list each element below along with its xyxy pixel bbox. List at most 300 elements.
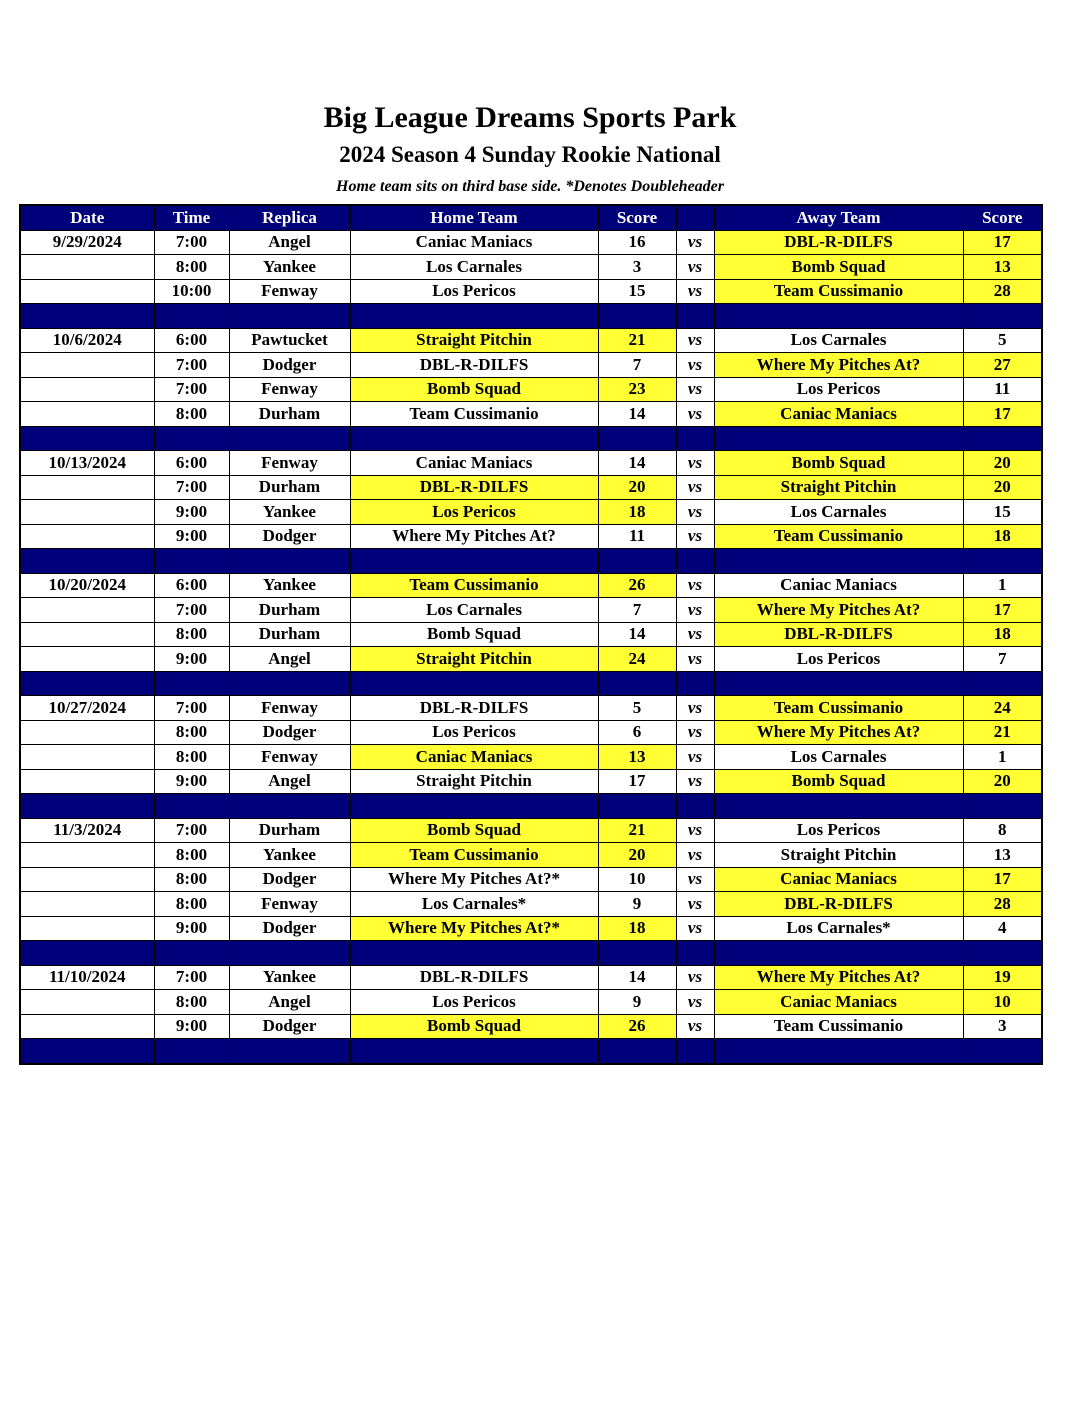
date-cell: 9/29/2024: [20, 230, 154, 255]
table-row: [20, 1014, 1042, 1039]
home-score-cell: 26: [598, 573, 676, 598]
away-score-cell: 17: [963, 402, 1042, 427]
home-score-cell: 21: [598, 818, 676, 843]
away-score-cell: 8: [963, 818, 1042, 843]
separator-cell: [598, 426, 676, 451]
replica-cell: Angel: [229, 230, 350, 255]
date-cell: [20, 377, 154, 402]
table-row: [20, 622, 1042, 647]
vs-cell: vs: [676, 279, 714, 304]
time-cell: 9:00: [154, 916, 229, 941]
date-cell: [20, 843, 154, 868]
home-team-cell: Los Pericos: [350, 990, 598, 1015]
date-cell: 10/20/2024: [20, 573, 154, 598]
schedule-table: [19, 204, 1043, 1065]
header-row: [20, 205, 1042, 230]
away-team-cell: DBL-R-DILFS: [714, 622, 963, 647]
away-team-cell: Team Cussimanio: [714, 279, 963, 304]
home-score-cell: 16: [598, 230, 676, 255]
replica-cell: Durham: [229, 402, 350, 427]
replica-cell: Durham: [229, 818, 350, 843]
home-score-cell: 11: [598, 524, 676, 549]
separator-cell: [598, 671, 676, 696]
table-row: [20, 377, 1042, 402]
table-row: [20, 696, 1042, 721]
home-score-cell: 20: [598, 475, 676, 500]
separator-cell: [598, 941, 676, 966]
separator-cell: [676, 549, 714, 574]
away-score-cell: 15: [963, 500, 1042, 525]
week-separator-row: [20, 304, 1042, 329]
vs-cell: vs: [676, 745, 714, 770]
replica-cell: Yankee: [229, 843, 350, 868]
home-score-cell: 23: [598, 377, 676, 402]
table-row: [20, 598, 1042, 623]
replica-cell: Yankee: [229, 255, 350, 280]
away-team-cell: Los Pericos: [714, 818, 963, 843]
away-score-cell: 18: [963, 524, 1042, 549]
col-header-vs: [676, 205, 714, 230]
home-team-cell: Los Pericos: [350, 500, 598, 525]
replica-cell: Yankee: [229, 965, 350, 990]
home-team-cell: Los Pericos: [350, 279, 598, 304]
col-header-date: Date: [20, 205, 154, 230]
away-team-cell: Where My Pitches At?: [714, 965, 963, 990]
replica-cell: Dodger: [229, 524, 350, 549]
home-score-cell: 7: [598, 598, 676, 623]
away-score-cell: 19: [963, 965, 1042, 990]
date-cell: [20, 1014, 154, 1039]
vs-cell: vs: [676, 255, 714, 280]
time-cell: 8:00: [154, 622, 229, 647]
home-team-cell: Straight Pitchin: [350, 647, 598, 672]
separator-cell: [676, 1039, 714, 1064]
vs-cell: vs: [676, 818, 714, 843]
date-cell: 10/13/2024: [20, 451, 154, 476]
time-cell: 7:00: [154, 377, 229, 402]
away-team-cell: Caniac Maniacs: [714, 867, 963, 892]
table-row: [20, 230, 1042, 255]
replica-cell: Angel: [229, 647, 350, 672]
time-cell: 8:00: [154, 990, 229, 1015]
vs-cell: vs: [676, 990, 714, 1015]
week-separator-row: [20, 794, 1042, 819]
separator-cell: [350, 1039, 598, 1064]
separator-cell: [229, 941, 350, 966]
separator-cell: [714, 304, 963, 329]
replica-cell: Yankee: [229, 500, 350, 525]
table-row: [20, 867, 1042, 892]
away-team-cell: Team Cussimanio: [714, 1014, 963, 1039]
vs-cell: vs: [676, 328, 714, 353]
replica-cell: Fenway: [229, 696, 350, 721]
date-cell: [20, 622, 154, 647]
time-cell: 10:00: [154, 279, 229, 304]
replica-cell: Pawtucket: [229, 328, 350, 353]
away-score-cell: 4: [963, 916, 1042, 941]
separator-cell: [963, 1039, 1042, 1064]
time-cell: 7:00: [154, 965, 229, 990]
separator-cell: [676, 671, 714, 696]
time-cell: 9:00: [154, 524, 229, 549]
date-cell: [20, 598, 154, 623]
time-cell: 7:00: [154, 353, 229, 378]
table-row: [20, 892, 1042, 917]
separator-cell: [229, 794, 350, 819]
table-row: [20, 818, 1042, 843]
separator-cell: [714, 941, 963, 966]
table-row: [20, 475, 1042, 500]
home-team-cell: Caniac Maniacs: [350, 745, 598, 770]
home-score-cell: 15: [598, 279, 676, 304]
separator-cell: [154, 1039, 229, 1064]
away-score-cell: 28: [963, 279, 1042, 304]
table-row: [20, 500, 1042, 525]
vs-cell: vs: [676, 647, 714, 672]
separator-cell: [229, 304, 350, 329]
vs-cell: vs: [676, 1014, 714, 1039]
away-score-cell: 11: [963, 377, 1042, 402]
home-score-cell: 26: [598, 1014, 676, 1039]
replica-cell: Fenway: [229, 892, 350, 917]
away-team-cell: Straight Pitchin: [714, 475, 963, 500]
date-cell: 10/6/2024: [20, 328, 154, 353]
separator-cell: [229, 426, 350, 451]
home-team-cell: Bomb Squad: [350, 622, 598, 647]
home-team-cell: Where My Pitches At?*: [350, 867, 598, 892]
away-team-cell: Caniac Maniacs: [714, 402, 963, 427]
separator-cell: [714, 794, 963, 819]
away-team-cell: Bomb Squad: [714, 769, 963, 794]
away-score-cell: 3: [963, 1014, 1042, 1039]
separator-cell: [229, 1039, 350, 1064]
away-team-cell: Los Carnales*: [714, 916, 963, 941]
home-team-cell: DBL-R-DILFS: [350, 965, 598, 990]
page-title: Big League Dreams Sports Park: [323, 101, 737, 134]
away-score-cell: 17: [963, 230, 1042, 255]
away-score-cell: 28: [963, 892, 1042, 917]
away-score-cell: 27: [963, 353, 1042, 378]
vs-cell: vs: [676, 377, 714, 402]
away-score-cell: 1: [963, 745, 1042, 770]
home-score-cell: 10: [598, 867, 676, 892]
away-score-cell: 24: [963, 696, 1042, 721]
table-row: [20, 990, 1042, 1015]
home-team-cell: Bomb Squad: [350, 818, 598, 843]
replica-cell: Dodger: [229, 867, 350, 892]
table-row: [20, 769, 1042, 794]
home-team-cell: Los Carnales: [350, 598, 598, 623]
replica-cell: Yankee: [229, 573, 350, 598]
vs-cell: vs: [676, 892, 714, 917]
separator-cell: [154, 794, 229, 819]
time-cell: 8:00: [154, 720, 229, 745]
separator-cell: [20, 671, 154, 696]
home-score-cell: 18: [598, 500, 676, 525]
separator-cell: [20, 549, 154, 574]
separator-cell: [714, 426, 963, 451]
separator-cell: [154, 426, 229, 451]
away-score-cell: 20: [963, 451, 1042, 476]
vs-cell: vs: [676, 402, 714, 427]
replica-cell: Dodger: [229, 353, 350, 378]
time-cell: 7:00: [154, 818, 229, 843]
time-cell: 9:00: [154, 500, 229, 525]
home-score-cell: 14: [598, 965, 676, 990]
separator-cell: [350, 549, 598, 574]
separator-cell: [714, 1039, 963, 1064]
separator-cell: [154, 671, 229, 696]
home-team-cell: Caniac Maniacs: [350, 451, 598, 476]
table-row: [20, 647, 1042, 672]
away-team-cell: Bomb Squad: [714, 255, 963, 280]
separator-cell: [20, 1039, 154, 1064]
separator-cell: [229, 671, 350, 696]
table-row: [20, 843, 1042, 868]
separator-cell: [598, 304, 676, 329]
date-cell: [20, 745, 154, 770]
table-row: [20, 279, 1042, 304]
home-score-cell: 5: [598, 696, 676, 721]
home-score-cell: 20: [598, 843, 676, 868]
separator-cell: [20, 794, 154, 819]
date-cell: [20, 892, 154, 917]
schedule-body: [20, 230, 1042, 1064]
separator-cell: [350, 304, 598, 329]
away-score-cell: 18: [963, 622, 1042, 647]
away-team-cell: DBL-R-DILFS: [714, 230, 963, 255]
separator-cell: [154, 549, 229, 574]
home-team-cell: Straight Pitchin: [350, 328, 598, 353]
home-score-cell: 9: [598, 990, 676, 1015]
replica-cell: Angel: [229, 990, 350, 1015]
home-score-cell: 17: [598, 769, 676, 794]
table-row: [20, 451, 1042, 476]
home-score-cell: 7: [598, 353, 676, 378]
time-cell: 8:00: [154, 402, 229, 427]
date-cell: [20, 769, 154, 794]
table-row: [20, 402, 1042, 427]
home-team-cell: DBL-R-DILFS: [350, 696, 598, 721]
away-team-cell: Where My Pitches At?: [714, 353, 963, 378]
away-score-cell: 17: [963, 867, 1042, 892]
separator-cell: [154, 941, 229, 966]
away-team-cell: Straight Pitchin: [714, 843, 963, 868]
away-score-cell: 7: [963, 647, 1042, 672]
home-score-cell: 9: [598, 892, 676, 917]
time-cell: 6:00: [154, 573, 229, 598]
vs-cell: vs: [676, 230, 714, 255]
away-team-cell: Where My Pitches At?: [714, 598, 963, 623]
col-header-away-score: Score: [963, 205, 1042, 230]
date-cell: [20, 990, 154, 1015]
separator-cell: [963, 794, 1042, 819]
separator-cell: [154, 304, 229, 329]
home-score-cell: 14: [598, 451, 676, 476]
table-row: [20, 353, 1042, 378]
time-cell: 8:00: [154, 255, 229, 280]
vs-cell: vs: [676, 622, 714, 647]
away-team-cell: Los Pericos: [714, 647, 963, 672]
separator-cell: [963, 549, 1042, 574]
separator-cell: [963, 304, 1042, 329]
vs-cell: vs: [676, 769, 714, 794]
away-team-cell: Los Carnales: [714, 745, 963, 770]
vs-cell: vs: [676, 916, 714, 941]
away-team-cell: Where My Pitches At?: [714, 720, 963, 745]
home-team-cell: DBL-R-DILFS: [350, 353, 598, 378]
date-cell: [20, 916, 154, 941]
time-cell: 8:00: [154, 892, 229, 917]
time-cell: 8:00: [154, 843, 229, 868]
home-score-cell: 18: [598, 916, 676, 941]
vs-cell: vs: [676, 500, 714, 525]
col-header-away-team: Away Team: [714, 205, 963, 230]
date-cell: [20, 279, 154, 304]
vs-cell: vs: [676, 573, 714, 598]
replica-cell: Dodger: [229, 916, 350, 941]
away-team-cell: DBL-R-DILFS: [714, 892, 963, 917]
home-score-cell: 14: [598, 402, 676, 427]
replica-cell: Durham: [229, 622, 350, 647]
time-cell: 9:00: [154, 1014, 229, 1039]
separator-cell: [963, 941, 1042, 966]
home-team-cell: DBL-R-DILFS: [350, 475, 598, 500]
separator-cell: [350, 794, 598, 819]
time-cell: 7:00: [154, 230, 229, 255]
table-row: [20, 328, 1042, 353]
replica-cell: Fenway: [229, 451, 350, 476]
separator-cell: [963, 426, 1042, 451]
away-team-cell: Team Cussimanio: [714, 696, 963, 721]
home-score-cell: 3: [598, 255, 676, 280]
home-score-cell: 6: [598, 720, 676, 745]
replica-cell: Fenway: [229, 279, 350, 304]
time-cell: 8:00: [154, 745, 229, 770]
vs-cell: vs: [676, 451, 714, 476]
away-score-cell: 5: [963, 328, 1042, 353]
replica-cell: Dodger: [229, 1014, 350, 1039]
away-score-cell: 20: [963, 769, 1042, 794]
home-score-cell: 14: [598, 622, 676, 647]
date-cell: [20, 647, 154, 672]
date-cell: [20, 255, 154, 280]
table-row: [20, 573, 1042, 598]
separator-cell: [20, 304, 154, 329]
table-row: [20, 720, 1042, 745]
away-score-cell: 1: [963, 573, 1042, 598]
week-separator-row: [20, 1039, 1042, 1064]
date-cell: [20, 353, 154, 378]
away-team-cell: Caniac Maniacs: [714, 990, 963, 1015]
home-team-cell: Bomb Squad: [350, 1014, 598, 1039]
date-cell: [20, 720, 154, 745]
week-separator-row: [20, 941, 1042, 966]
date-cell: 10/27/2024: [20, 696, 154, 721]
separator-cell: [676, 304, 714, 329]
home-team-cell: Los Pericos: [350, 720, 598, 745]
away-score-cell: 10: [963, 990, 1042, 1015]
home-team-cell: Where My Pitches At?*: [350, 916, 598, 941]
replica-cell: Dodger: [229, 720, 350, 745]
separator-cell: [963, 671, 1042, 696]
away-score-cell: 21: [963, 720, 1042, 745]
replica-cell: Angel: [229, 769, 350, 794]
date-cell: 11/3/2024: [20, 818, 154, 843]
home-score-cell: 24: [598, 647, 676, 672]
separator-cell: [676, 941, 714, 966]
time-cell: 7:00: [154, 696, 229, 721]
separator-cell: [350, 671, 598, 696]
away-team-cell: Caniac Maniacs: [714, 573, 963, 598]
vs-cell: vs: [676, 524, 714, 549]
week-separator-row: [20, 426, 1042, 451]
vs-cell: vs: [676, 353, 714, 378]
table-row: [20, 916, 1042, 941]
home-team-cell: Los Carnales*: [350, 892, 598, 917]
separator-cell: [598, 794, 676, 819]
time-cell: 8:00: [154, 867, 229, 892]
home-score-cell: 13: [598, 745, 676, 770]
replica-cell: Fenway: [229, 377, 350, 402]
away-score-cell: 13: [963, 255, 1042, 280]
col-header-replica: Replica: [229, 205, 350, 230]
home-team-cell: Where My Pitches At?: [350, 524, 598, 549]
date-cell: [20, 402, 154, 427]
separator-cell: [714, 549, 963, 574]
home-team-cell: Bomb Squad: [350, 377, 598, 402]
vs-cell: vs: [676, 598, 714, 623]
home-team-cell: Team Cussimanio: [350, 573, 598, 598]
away-team-cell: Los Carnales: [714, 328, 963, 353]
table-row: [20, 745, 1042, 770]
vs-cell: vs: [676, 720, 714, 745]
vs-cell: vs: [676, 965, 714, 990]
col-header-home-team: Home Team: [350, 205, 598, 230]
page-note: Home team sits on third base side. *Denotes Doubleheader: [336, 178, 724, 195]
table-row: [20, 524, 1042, 549]
away-score-cell: 20: [963, 475, 1042, 500]
away-team-cell: Los Pericos: [714, 377, 963, 402]
home-team-cell: Team Cussimanio: [350, 402, 598, 427]
page-subtitle: 2024 Season 4 Sunday Rookie National: [339, 142, 721, 167]
separator-cell: [20, 941, 154, 966]
time-cell: 7:00: [154, 598, 229, 623]
table-row: [20, 965, 1042, 990]
home-team-cell: Caniac Maniacs: [350, 230, 598, 255]
date-cell: [20, 867, 154, 892]
week-separator-row: [20, 671, 1042, 696]
vs-cell: vs: [676, 867, 714, 892]
separator-cell: [598, 549, 676, 574]
replica-cell: Fenway: [229, 745, 350, 770]
date-cell: [20, 500, 154, 525]
separator-cell: [20, 426, 154, 451]
home-team-cell: Los Carnales: [350, 255, 598, 280]
home-team-cell: Team Cussimanio: [350, 843, 598, 868]
separator-cell: [229, 549, 350, 574]
replica-cell: Durham: [229, 475, 350, 500]
separator-cell: [676, 426, 714, 451]
away-score-cell: 13: [963, 843, 1042, 868]
away-team-cell: Bomb Squad: [714, 451, 963, 476]
date-cell: [20, 524, 154, 549]
vs-cell: vs: [676, 475, 714, 500]
home-score-cell: 21: [598, 328, 676, 353]
away-score-cell: 17: [963, 598, 1042, 623]
date-cell: 11/10/2024: [20, 965, 154, 990]
separator-cell: [676, 794, 714, 819]
